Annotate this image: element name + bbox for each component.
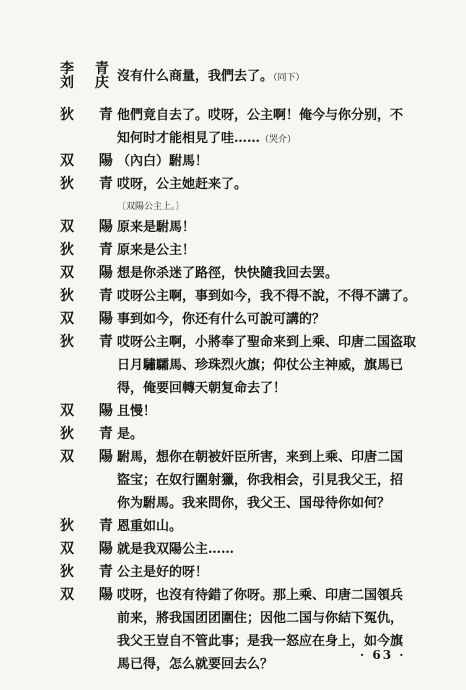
dialogue-line: 就是我双陽公主…… (117, 542, 235, 557)
speaker-name: 狄 青 (60, 288, 123, 304)
stage-direction: （同下） (273, 73, 305, 83)
dialogue-text (117, 400, 442, 423)
stage-direction: 〔双陽公主上。〕 (117, 202, 185, 212)
dialogue-text (117, 150, 442, 173)
dialogue-text (117, 561, 442, 584)
dialogue-line: 哎呀，公主她赶来了。 (117, 177, 248, 192)
speaker-name-1: 李 青 (60, 61, 117, 77)
dialogue-text (117, 104, 442, 150)
dialogue-line: （內白）駙馬！ (117, 154, 209, 169)
dialogue-line: 前来，將我国团团圍住；因他二国与你結下冤仇， (117, 611, 404, 626)
speaker-name: 狄 青 (60, 564, 123, 580)
dialogue-text (117, 216, 442, 239)
dialogue-text (117, 173, 442, 196)
dialogue-line: 哎呀公主啊，小將奉了聖命来到上乘、印唐二国盗取 (117, 335, 417, 350)
dialogue-line: 得，俺要回轉天朝复命去了！ (117, 381, 287, 396)
dialogue-line: 盜宝；在奴行圍射獵，你我相会，引見我父王，招 (117, 473, 404, 488)
dialogue-line: 且慢！ (117, 404, 157, 419)
dialogue-line: 想是你杀迷了路徑，快快隨我回去罢。 (117, 266, 339, 281)
speaker-name: 狄 青 (60, 426, 123, 442)
speaker-name: 双 陽 (60, 449, 123, 465)
dialogue-text (117, 423, 442, 446)
speaker-name: 狄 青 (60, 518, 123, 534)
dialogue-text (117, 65, 442, 88)
dialogue-line: 是。 (117, 427, 144, 442)
dialogue-text (117, 308, 442, 331)
dialogue-line: 恩重如山。 (117, 519, 183, 534)
dialogue-line: 你为駙馬。我来問你，我父王、国母待你如何？ (117, 496, 391, 511)
dialogue-text (117, 446, 442, 515)
dialogue-text (117, 584, 442, 676)
dialogue-line: 馬已得，怎么就要回去么？ (117, 657, 274, 672)
stage-direction: （哭介） (260, 135, 297, 145)
dialogue-line: 沒有什么商量，我們去了。 (117, 69, 274, 84)
dialogue-line: 知何时才能相見了哇…… (117, 131, 261, 146)
dialogue-line: 我父王豈自不管此事；是我一怒应在身上，如今旗 (117, 634, 404, 649)
speaker-name: 双 陽 (60, 587, 123, 603)
dialogue-line: 哎呀，也沒有待錯了你呀。那上乘、印唐二国領兵 (117, 588, 404, 603)
dialogue-text (117, 285, 447, 308)
dialogue-line: 日月驌驦馬、珍珠烈火旗；仰仗公主神威，旗馬已 (117, 358, 404, 373)
speaker-name: 双 陽 (60, 153, 123, 169)
speaker-name (60, 61, 117, 91)
page-number: · 63 · (360, 648, 406, 662)
speaker-name: 双 陽 (60, 541, 123, 557)
speaker-name: 狄 青 (60, 242, 123, 258)
dialogue-line: 事到如今，你还有什么可說可講的？ (117, 312, 326, 327)
speaker-name: 双 陽 (60, 311, 123, 327)
speaker-name-2: 刘 庆 (60, 75, 117, 91)
dialogue-text (117, 262, 442, 285)
dialogue-line: 哎呀公主啊，事到如今，我不得不說，不得不講了。 (117, 289, 417, 304)
dialogue-text (117, 515, 442, 538)
speaker-name: 狄 青 (60, 107, 123, 123)
speaker-name: 双 陽 (60, 265, 123, 281)
dialogue-line: 原来是駙馬！ (117, 220, 196, 235)
speaker-name: 双 陽 (60, 219, 123, 235)
dialogue-line: 駙馬，想你在朝被奸臣所害，来到上乘、印唐二国 (117, 450, 404, 465)
dialogue-line: 原来是公主！ (117, 243, 196, 258)
dialogue-text (117, 331, 442, 400)
speaker-name: 狄 青 (60, 334, 123, 350)
dialogue-text (117, 538, 442, 561)
speaker-name: 狄 青 (60, 176, 123, 192)
dialogue-text (117, 239, 442, 262)
speaker-name: 双 陽 (60, 403, 123, 419)
dialogue-line: 公主是好的呀！ (117, 565, 209, 580)
dialogue-line: 他們竟自去了。哎呀，公主啊！俺今与你分别，不 (117, 108, 404, 123)
